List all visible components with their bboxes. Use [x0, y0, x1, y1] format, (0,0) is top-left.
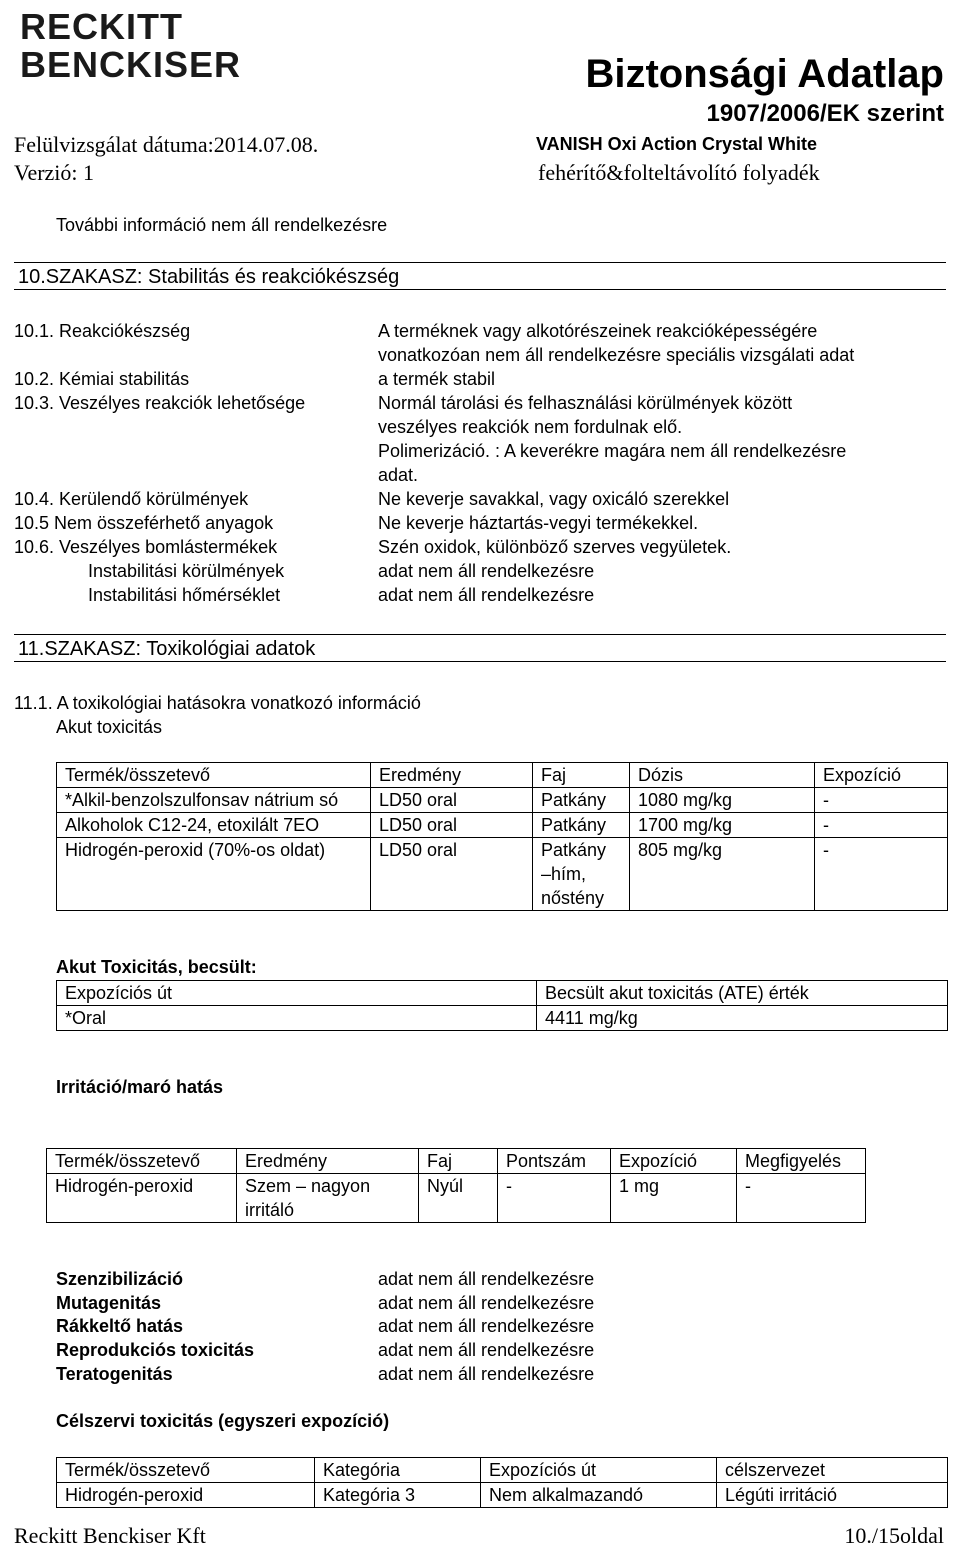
table-header-cell: Expozíció — [611, 1149, 737, 1174]
effect-label: Mutagenitás — [56, 1293, 162, 1313]
table-cell: Patkány — [533, 788, 630, 813]
section-10-title: 10.SZAKASZ: Stabilitás és reakciókészség — [14, 262, 946, 290]
row-10-3-value: Polimerizáció. : A keverékre magára nem áll rendelkezésre — [378, 441, 847, 461]
row-10-6-label: 10.6. Veszélyes bomlástermékek — [14, 537, 278, 557]
table-row — [57, 813, 948, 838]
effect-label: Reprodukciós toxicitás — [56, 1340, 255, 1360]
effect-value: adat nem áll rendelkezésre — [378, 1293, 595, 1313]
table-header-cell: Termék/összetevő — [57, 1458, 315, 1483]
table-header-cell: Expozíció — [815, 763, 948, 788]
table-header-cell: Faj — [533, 763, 630, 788]
document-title: Biztonsági Adatlap — [585, 52, 944, 96]
row-10-2-value: a termék stabil — [378, 369, 496, 389]
row-10-3-value: adat. — [378, 465, 419, 485]
target-organ-heading: Célszervi toxicitás (egyszeri expozíció) — [56, 1411, 390, 1431]
row-instab-temp-label: Instabilitási hőmérséklet — [88, 585, 281, 605]
table-header-cell: Kategória — [315, 1458, 481, 1483]
table-header-cell: Megfigyelés — [737, 1149, 866, 1174]
acute-toxicity-table — [56, 762, 948, 911]
effect-label: Teratogenitás — [56, 1364, 173, 1384]
row-10-4-label: 10.4. Kerülendő körülmények — [14, 489, 249, 509]
table-row — [57, 838, 948, 911]
intro-text: További információ nem áll rendelkezésre — [56, 215, 388, 235]
irritation-heading: Irritáció/maró hatás — [56, 1077, 224, 1097]
effect-value: adat nem áll rendelkezésre — [378, 1316, 595, 1336]
regulation-label: 1907/2006/EK szerint — [706, 100, 944, 127]
table-cell: Patkány –hím, nőstény — [533, 838, 630, 911]
estimated-toxicity-table — [56, 980, 948, 1031]
table-row — [47, 1174, 866, 1223]
table-cell: Nem alkalmazandó — [481, 1483, 717, 1508]
table-cell: 805 mg/kg — [630, 838, 815, 911]
table-header-cell: Expozíciós út — [481, 1458, 717, 1483]
table-cell: *Oral — [57, 1006, 537, 1031]
table-header-cell: Becsült akut toxicitás (ATE) érték — [537, 981, 948, 1006]
product-description: fehérítő&folteltávolító folyadék — [538, 160, 820, 185]
table-cell: - — [498, 1174, 611, 1223]
row-instab-temp-value: adat nem áll rendelkezésre — [378, 585, 595, 605]
row-10-3-value: Normál tárolási és felhasználási körülmények között — [378, 393, 793, 413]
product-name: VANISH Oxi Action Crystal White — [536, 134, 818, 154]
table-cell: - — [815, 813, 948, 838]
revision-date: Felülvizsgálat dátuma:2014.07.08. — [14, 132, 319, 157]
row-10-2-label: 10.2. Kémiai stabilitás — [14, 369, 190, 389]
logo-line2: BENCKISER — [20, 44, 242, 85]
logo-line1: RECKITT — [20, 6, 183, 47]
table-cell: LD50 oral — [371, 788, 533, 813]
section-11-1-title: 11.1. A toxikológiai hatásokra vonatkozó információ — [14, 693, 421, 713]
version-label: Verzió: 1 — [14, 160, 95, 185]
acute-toxicity-heading: Akut toxicitás — [56, 717, 163, 737]
effect-value: adat nem áll rendelkezésre — [378, 1364, 595, 1384]
row-10-4-value: Ne keverje savakkal, vagy oxicáló szerekkel — [378, 489, 730, 509]
table-row — [57, 1483, 948, 1508]
row-10-3-label: 10.3. Veszélyes reakciók lehetősége — [14, 393, 306, 413]
table-cell: Hidrogén-peroxid — [57, 1483, 315, 1508]
table-header-row — [47, 1149, 866, 1174]
footer-company: Reckitt Benckiser Kft — [14, 1523, 206, 1548]
table-row — [57, 1006, 948, 1031]
table-cell: 4411 mg/kg — [537, 1006, 948, 1031]
table-header-row — [57, 981, 948, 1006]
row-10-5-value: Ne keverje háztartás-vegyi termékekkel. — [378, 513, 699, 533]
table-cell: Hidrogén-peroxid (70%-os oldat) — [57, 838, 371, 911]
table-cell: Légúti irritáció — [717, 1483, 948, 1508]
table-header-cell: Eredmény — [371, 763, 533, 788]
target-organ-table — [56, 1457, 948, 1508]
table-header-cell: Eredmény — [237, 1149, 419, 1174]
table-header-cell: Termék/összetevő — [47, 1149, 237, 1174]
table-cell: Szem – nagyon irritáló — [237, 1174, 419, 1223]
table-cell: Alkoholok C12-24, etoxilált 7EO — [57, 813, 371, 838]
table-cell: - — [815, 838, 948, 911]
table-header-cell: Termék/összetevő — [57, 763, 371, 788]
table-header-cell: Dózis — [630, 763, 815, 788]
table-header-cell: Pontszám — [498, 1149, 611, 1174]
table-cell: Hidrogén-peroxid — [47, 1174, 237, 1223]
section-11-title: 11.SZAKASZ: Toxikológiai adatok — [14, 634, 946, 662]
effect-value: adat nem áll rendelkezésre — [378, 1340, 595, 1360]
row-10-3-value: veszélyes reakciók nem fordulnak elő. — [378, 417, 683, 437]
effect-value: adat nem áll rendelkezésre — [378, 1269, 595, 1289]
footer-page-number: 10./15oldal — [844, 1523, 944, 1548]
irritation-table — [46, 1148, 866, 1223]
row-10-1-value: vonatkozóan nem áll rendelkezésre speciális vizsgálati adat — [378, 345, 855, 365]
table-cell: - — [737, 1174, 866, 1223]
table-header-row — [57, 1458, 948, 1483]
effect-label: Rákkeltő hatás — [56, 1316, 184, 1336]
table-cell: Kategória 3 — [315, 1483, 481, 1508]
table-cell: - — [815, 788, 948, 813]
effect-label: Szenzibilizáció — [56, 1269, 184, 1289]
table-row — [57, 788, 948, 813]
table-cell: 1 mg — [611, 1174, 737, 1223]
row-instab-cond-label: Instabilitási körülmények — [88, 561, 285, 581]
row-10-6-value: Szén oxidok, különböző szerves vegyületek. — [378, 537, 732, 557]
estimated-toxicity-heading: Akut Toxicitás, becsült: — [56, 957, 257, 977]
row-10-5-label: 10.5 Nem összeférhető anyagok — [14, 513, 274, 533]
table-cell: LD50 oral — [371, 838, 533, 911]
table-cell: Nyúl — [419, 1174, 498, 1223]
row-10-1-value: A terméknek vagy alkotórészeinek reakcióképességére — [378, 321, 818, 341]
table-header-cell: Expozíciós út — [57, 981, 537, 1006]
table-header-cell: Faj — [419, 1149, 498, 1174]
table-header-cell: célszervezet — [717, 1458, 948, 1483]
company-logo — [20, 8, 250, 88]
table-cell: Patkány — [533, 813, 630, 838]
table-cell: 1700 mg/kg — [630, 813, 815, 838]
row-instab-cond-value: adat nem áll rendelkezésre — [378, 561, 595, 581]
table-cell: *Alkil-benzolszulfonsav nátrium só — [57, 788, 371, 813]
table-cell: LD50 oral — [371, 813, 533, 838]
table-cell: 1080 mg/kg — [630, 788, 815, 813]
row-10-1-label: 10.1. Reakciókészség — [14, 321, 191, 341]
table-header-row — [57, 763, 948, 788]
